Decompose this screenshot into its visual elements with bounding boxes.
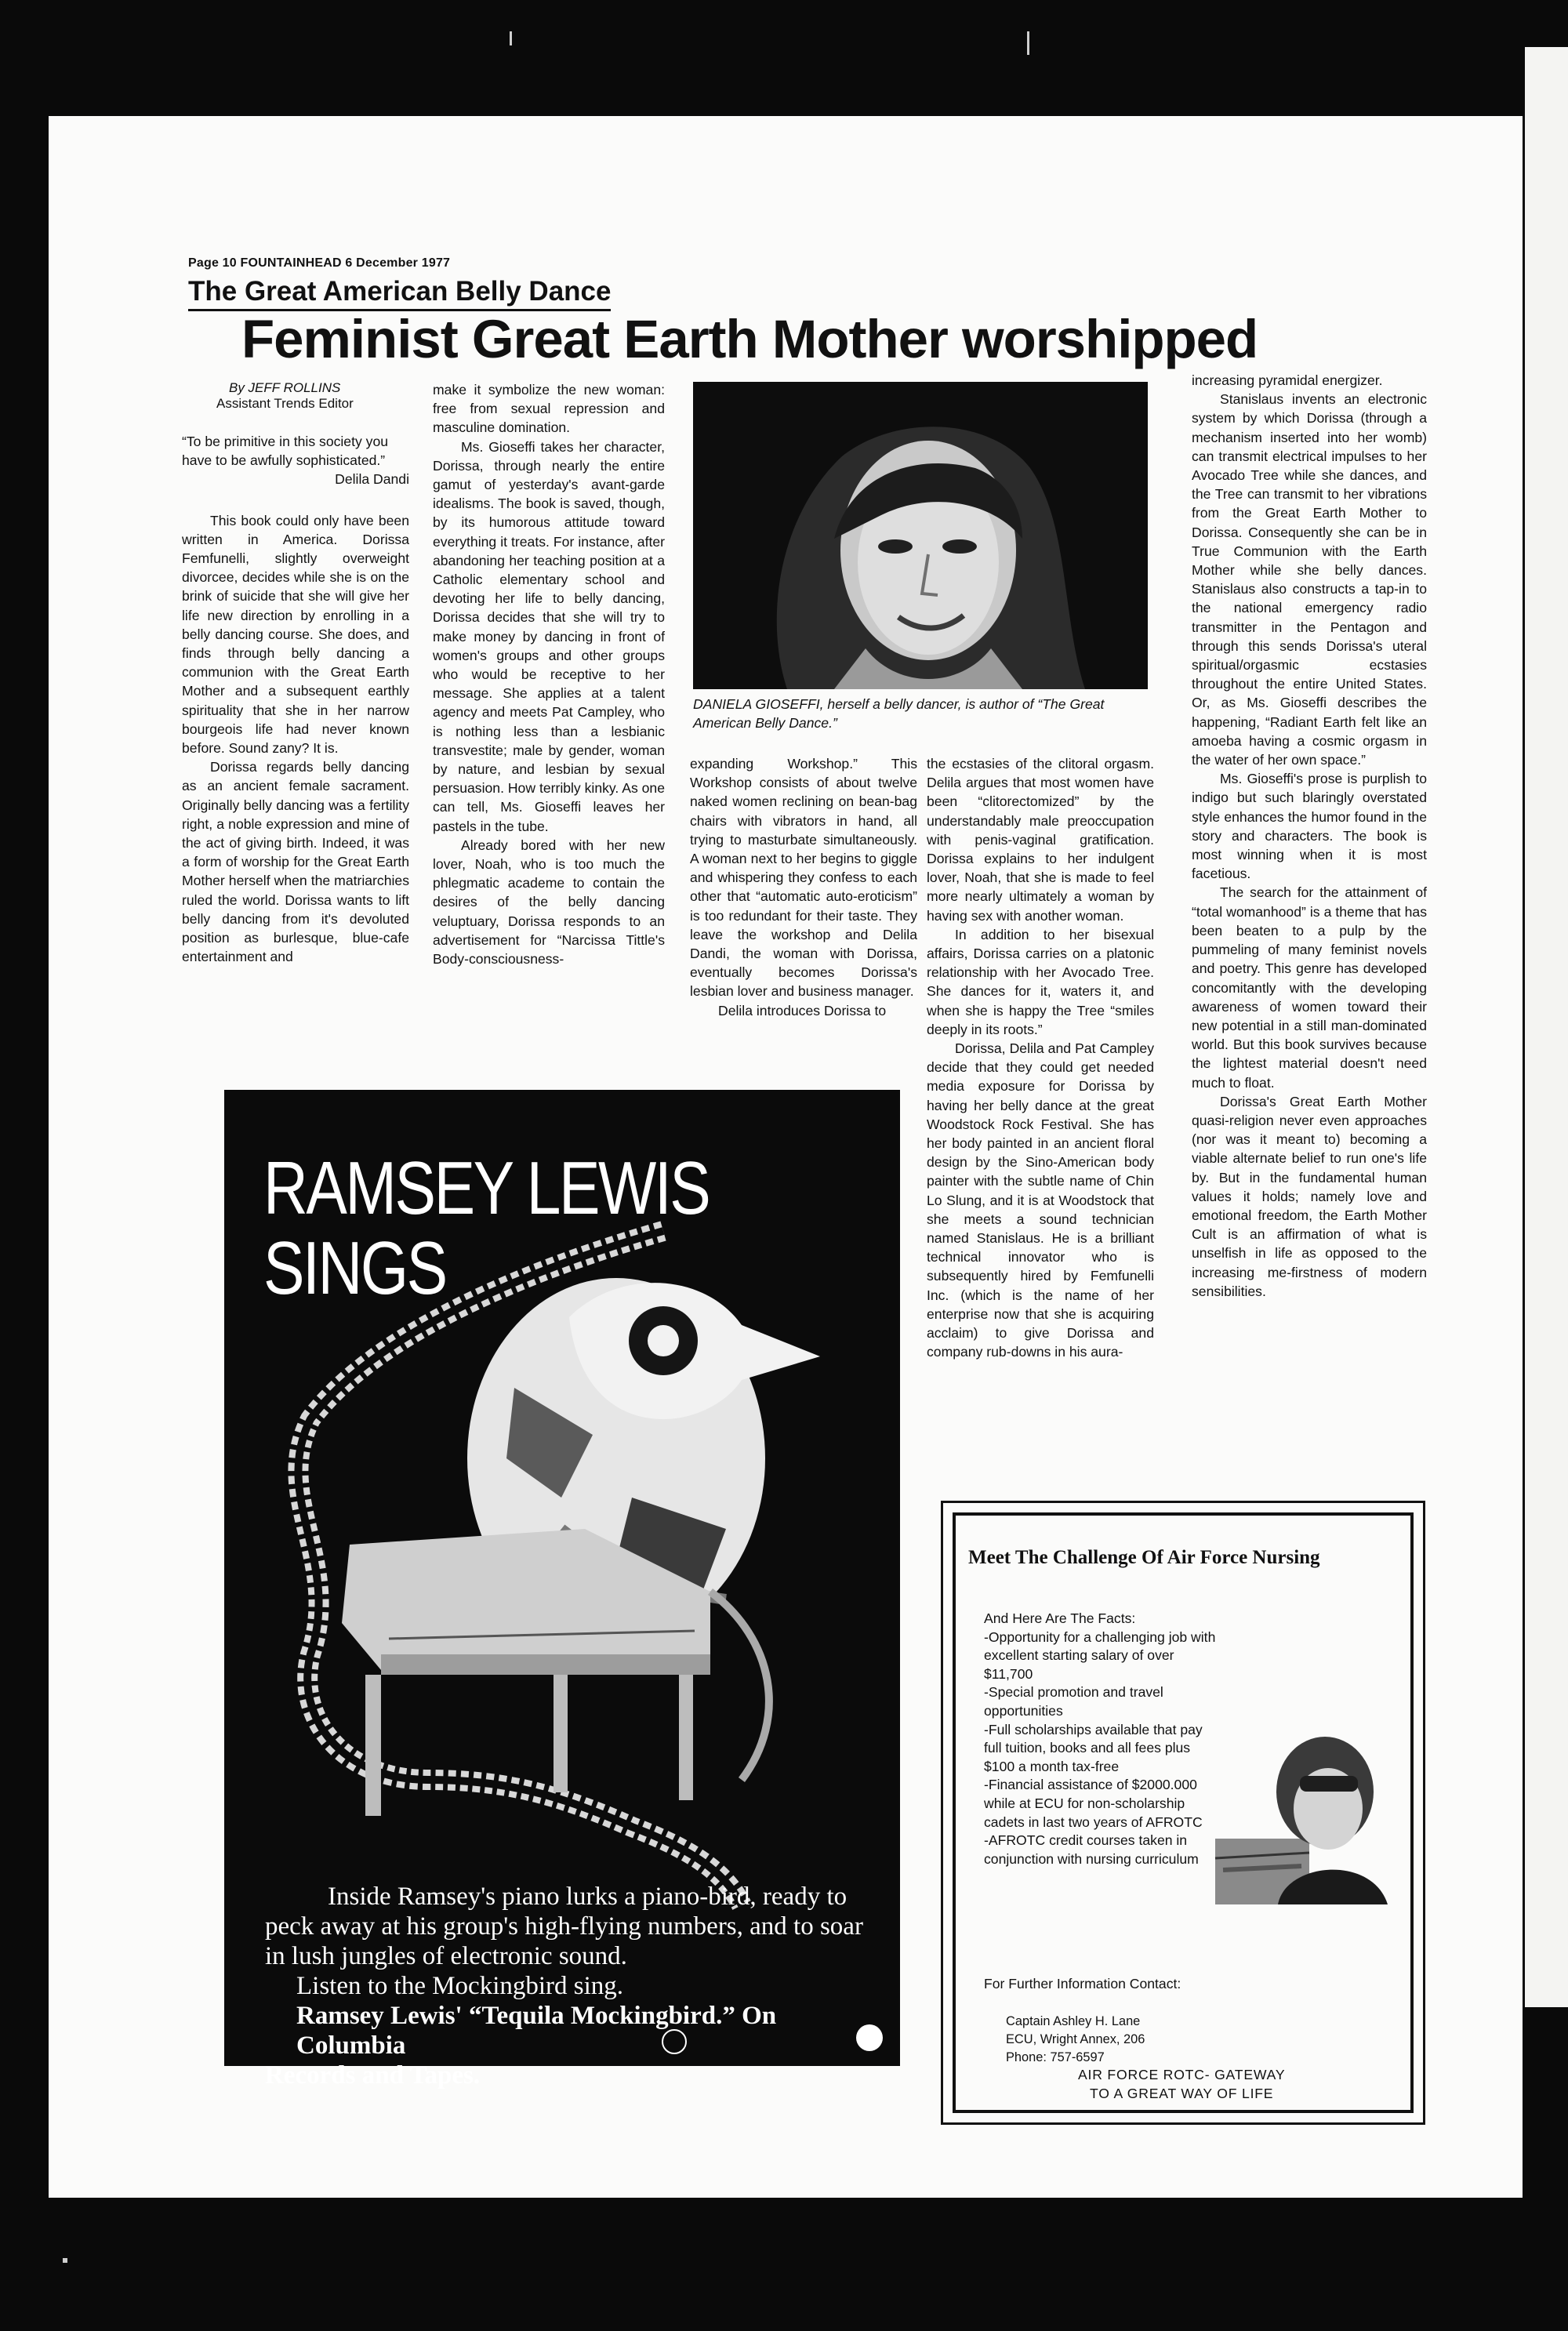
af-fact: -Special promotion and travel opportunities [984, 1684, 1163, 1719]
paragraph: make it symbolize the new woman: free from sexual repression and masculine domination. [433, 382, 665, 436]
af-fact: -Opportunity for a challenging job with excellent starting salary of over $11,700 [984, 1628, 1216, 1682]
portrait-image [693, 382, 1148, 689]
ad-copy-line: Ramsey Lewis' “Tequila Mockingbird.” On Columbia [296, 2002, 777, 2060]
paragraph: Already bored with her new lover, Noah, who is too much the phlegmatic academe to contain the desires of the belly dancing veluptuary, Dorissa responds to an advertisement for “Narcissa Tittle's Body-consciousness- [433, 837, 665, 968]
ad-copy-line: Inside Ramsey's piano lurks a piano-bird, ready to [328, 1883, 848, 1911]
paragraph: the ecstasies of the clitoral orgasm. Delila argues that most women have been “clitorectomized” by the understandably male preoccupation with penis-vaginal gratification. Dorissa explains to her indulgent lover, Noah, that she is made to feel more nearly ultimately a woman by having sex with another woman. [927, 756, 1154, 924]
af-contact-phone: Phone: 757-6597 [1006, 2050, 1105, 2064]
paragraph: expanding Workshop.” This Workshop consists of about twelve naked women reclining on bean-bag chairs with vibrators in hand, all trying to masturbate simultaneously. A woman next to her begins to giggle and whispering they confess to each other that “automatic auto-eroticism” is too redundant for their taste. They leave the workshop and Delila Dandi, the woman with Dorissa, eventually becomes Dorissa's lesbian lover and business manager. [690, 756, 917, 1000]
af-fact: -Financial assistance of $2000.000 while at ECU for non-scholarship cadets in last two years of AFROTC [984, 1777, 1203, 1830]
paragraph: Ms. Gioseffi's prose is purplish to indigo but such blaringly overstated style enhances the humor found in the story and characters. The book is most winning when it is most facetious. [1192, 771, 1427, 882]
ad-copy-line: peck away at his group's high-flying numbers, and to soar [265, 1912, 863, 1941]
ad-copy-line: Records and Tapes. [265, 2061, 481, 2090]
headline: Feminist Great Earth Mother worshipped [241, 309, 1258, 369]
byline-name: By JEFF ROLLINS [229, 380, 341, 395]
epigraph-attribution: Delila Dandi [335, 471, 409, 488]
column-1 [182, 380, 409, 966]
ramsey-lewis-ad [224, 1090, 900, 2090]
ad-copy-line: in lush jungles of electronic sound. [265, 1942, 627, 1970]
columbia-logo-icon [662, 2029, 687, 2054]
epigraph-text: “To be primitive in this society you have to be awfully sophisticated.” [182, 434, 389, 469]
column-5 [1192, 371, 1427, 1301]
section-title: The Great American Belly Dance [188, 276, 611, 311]
paragraph: increasing pyramidal energizer. [1192, 372, 1383, 388]
af-contact-address: ECU, Wright Annex, 206 [1006, 2032, 1145, 2046]
paragraph: Dorissa, Delila and Pat Campley decide that they could get needed media exposure for Dorissa by having her belly dance at the great Woodstock Rock Festival. She has her body painted in an ancient floral design by the Sino-American body painter with the subtle name of Chin Lo Slung, and it is at Woodstock that she meets a sound technician named Stanislaus. He is a brilliant technical innovator who is subsequently hired by Femfunelli Inc. (which is the name of her enterprise now that she is acquiring acclaim) to give Dorissa and company rub-downs in his aura- [927, 1040, 1154, 1360]
air-force-nursing-ad [941, 1501, 1425, 2125]
paragraph: In addition to her bisexual affairs, Dorissa carries on a platonic relationship with her Avocado Tree. She dances for it, waters it, and when she is happy the Tree “smiles deeply in its roots.” [927, 926, 1154, 1037]
ad-copy [265, 1882, 884, 2090]
af-contact [1006, 2013, 1145, 2067]
columbia-eye-icon [856, 2024, 883, 2051]
af-contact-name: Captain Ashley H. Lane [1006, 2014, 1141, 2028]
scan-speck [510, 31, 512, 45]
scan-speck [63, 2258, 67, 2263]
af-fact: -Full scholarships available that pay full tuition, books and all fees plus $100 a month tax-free [984, 1721, 1203, 1774]
byline-title: Assistant Trends Editor [216, 396, 354, 411]
paragraph: This book could only have been written in America. Dorissa Femfunelli, slightly overweight divorcee, decides while she is on the brink of suicide that she will give her life new direction by enrolling in a belly dancing course. She does, and finds through belly dancing a communion with the Great Earth Mother and a subsequent earthly spirituality that she in her narrow bourgeois life had never known before. Sound zany? It is. [182, 512, 409, 757]
af-tagline-line: AIR FORCE ROTC- GATEWAY [1078, 2067, 1286, 2082]
paragraph: Dorissa regards belly dancing as an ancient female sacrament. Originally belly dancing was a fertility right, a noble expression and mine of the act of giving birth. Indeed, it was a form of worship for the Great Earth Mother herself when the matriarchies ruled the world. Dorissa wants to lift belly dancing from it's devoluted position as burlesque, blue-cafe entertainment and [182, 759, 409, 965]
paragraph: Stanislaus invents an electronic system by which Dorissa (through a mechanism inserted into her womb) can transmit electrical impulses to her Avocado Tree while she dances, and the Tree can transmit to her vibrations from the Great Earth Mother to Dorissa. Consequently she can be in True Communion with the Earth Mother while she belly dances. Stanislaus also constructs a tap-in to the national emergency radio transmitter in the Pentagon and through this sends Dorissa's uteral spiritual/orgasmic ecstasies throughout the entire United States. Or, as Ms. Gioseffi describes the happening, “Radiant Earth felt like an amoeba having a cosmic orgasm in the water of her own space.” [1192, 391, 1427, 768]
af-facts-intro: And Here Are The Facts: [984, 1610, 1136, 1626]
column-3 [690, 754, 917, 1020]
af-tagline-line: TO A GREAT WAY OF LIFE [1090, 2085, 1274, 2101]
author-photo [693, 382, 1148, 689]
af-contact-intro: For Further Information Contact: [984, 1976, 1181, 1992]
af-facts [984, 1610, 1219, 1868]
folio-line: Page 10 FOUNTAINHEAD 6 December 1977 [188, 256, 451, 270]
paragraph: Dorissa's Great Earth Mother quasi-religion never even approaches (nor was it meant to) becoming a viable alternate belief to run one's life by. But in the fundamental human values it holds; namely love and emotional freedom, the Earth Mother Cult is an affirmation of what is unselfish in life as opposed to the increasing me-firstness of modern sensibilities. [1192, 1093, 1427, 1299]
ad-copy-line: Listen to the Mockingbird sing. [296, 1972, 624, 2000]
af-headline: Meet The Challenge Of Air Force Nursing [968, 1547, 1320, 1568]
nurse-pilot-photo [1215, 1721, 1388, 1904]
af-fact: -AFROTC credit courses taken in conjunction with nursing curriculum [984, 1832, 1199, 1867]
paragraph: Ms. Gioseffi takes her character, Dorissa, through nearly the entire gamut of yesterday's avant-garde idealisms. The book is saved, though, by its humorous attitude toward everything it treats. For instance, after abandoning her teaching position at a Catholic elementary school and devoting her life to belly dancing, Dorissa decides that she will try to make money by dancing in front of women's groups and other groups who would be receptive to her message. She applies at a talent agency and meets Pat Campley, who is nothing less than a lesbianic transvestite; male by gender, woman by nature, and lesbian by sexual persuasion. How terribly kinky. As one can tell, Ms. Gioseffi leaves her pastels in the tube. [433, 438, 665, 834]
ad-title-line-1: RAMSEY LEWIS [263, 1146, 710, 1230]
paragraph: Delila introduces Dorissa to [718, 1002, 887, 1018]
column-2 [433, 380, 665, 968]
af-tagline [1078, 2066, 1285, 2103]
adjacent-page-edge [1525, 47, 1568, 2007]
photo-caption: DANIELA GIOSEFFI, herself a belly dancer, is author of “The Great American Belly Dance.” [693, 696, 1105, 732]
ad-title-line-2: SINGS [263, 1226, 446, 1310]
scan-speck [1027, 31, 1029, 55]
column-4 [927, 754, 1154, 1362]
paragraph: The search for the attainment of “total womanhood” is a theme that has been beaten to a pulp by the pummeling of many feminist novels and poetry. This genre has developed concomitantly with the developing awareness of women toward their new potential in a still man-dominated world. But this book survives because the lightest material doesn't need much to float. [1192, 884, 1427, 1091]
